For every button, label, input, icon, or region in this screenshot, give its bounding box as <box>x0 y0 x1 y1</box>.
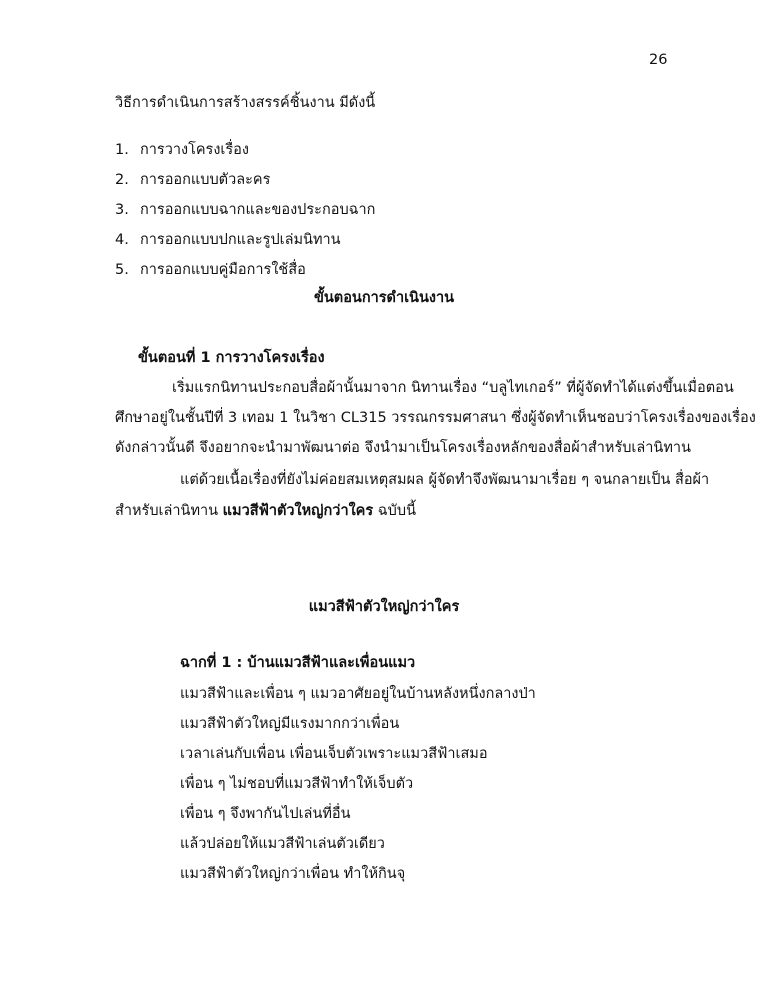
scene-1-line-4: เพื่อน ๆ ไม่ชอบที่แมวสีฟ้าทำให้เจ็บตัว <box>180 776 414 792</box>
step-number: 1. <box>115 142 129 158</box>
step-item-5 <box>115 260 306 280</box>
scene-1-line-6: แล้วปล่อยให้แมวสีฟ้าเล่นตัวเดียว <box>180 836 385 852</box>
step-item-4 <box>115 230 341 250</box>
page-number: 26 <box>649 52 668 68</box>
step-label: การออกแบบปกและรูปเล่มนิทาน <box>140 232 341 248</box>
scene-1-heading: ฉากที่ 1 : บ้านแมวสีฟ้าและเพื่อนแมว <box>180 655 416 671</box>
paragraph-2-line-2 <box>115 501 416 521</box>
scene-1-line-5: เพื่อน ๆ จึงพากันไปเล่นที่อื่น <box>180 806 351 822</box>
paragraph-1-line-1: เริ่มแรกนิทานประกอบสื่อผ้านั้นมาจาก นิทานเรื่อง “บลูไทเกอร์” ที่ผู้จัดทำได้แต่งขึ้นเมื่อตอน <box>172 380 734 396</box>
step-label: การออกแบบตัวละคร <box>140 172 271 188</box>
story-title: แมวสีฟ้าตัวใหญ่กว่าใคร <box>308 599 460 615</box>
scene-1-line-2: แมวสีฟ้าตัวใหญ่มีแรงมากกว่าเพื่อน <box>180 716 400 732</box>
step-label: การออกแบบคู่มือการใช้สื่อ <box>140 262 306 278</box>
step-label: การวางโครงเรื่อง <box>140 142 249 158</box>
step-label: การออกแบบฉากและของประกอบฉาก <box>140 202 376 218</box>
story-title-inline: แมวสีฟ้าตัวใหญ่กว่าใคร <box>222 503 374 519</box>
paragraph-1-line-3: ดังกล่าวนั้นดี จึงอยากจะนำมาพัฒนาต่อ จึงนำมาเป็นโครงเรื่องหลักของสื่อผ้าสำหรับเล่านิทาน <box>115 440 691 456</box>
step-number: 4. <box>115 232 129 248</box>
scene-1-line-7: แมวสีฟ้าตัวใหญ่กว่าเพื่อน ทำให้กินจุ <box>180 866 406 882</box>
paragraph-text: ฉบับนี้ <box>373 503 416 519</box>
paragraph-1-line-2: ศึกษาอยู่ในชั้นปีที่ 3 เทอม 1 ในวิชา CL315 วรรณกรรมศาสนา ซึ่งผู้จัดทำเห็นชอบว่าโครงเรื่องของเรื่อง <box>115 410 756 426</box>
step-number: 2. <box>115 172 129 188</box>
scene-1-line-3: เวลาเล่นกับเพื่อน เพื่อนเจ็บตัวเพราะแมวสีฟ้าเสมอ <box>180 746 488 762</box>
scene-1-line-1: แมวสีฟ้าและเพื่อน ๆ แมวอาศัยอยู่ในบ้านหลังหนึ่งกลางป่า <box>180 686 536 702</box>
paragraph-text: สำหรับเล่านิทาน <box>115 503 223 519</box>
step-number: 5. <box>115 262 129 278</box>
paragraph-2-line-1: แต่ด้วยเนื้อเรื่องที่ยังไม่ค่อยสมเหตุสมผล ผู้จัดทำจึงพัฒนามาเรื่อย ๆ จนกลายเป็น สื่อผ้า <box>180 472 710 488</box>
step-item-3 <box>115 200 375 220</box>
step-item-2 <box>115 170 270 190</box>
step-number: 3. <box>115 202 129 218</box>
process-heading: ขั้นตอนการดำเนินงาน <box>313 290 455 306</box>
step1-heading: ขั้นตอนที่ 1 การวางโครงเรื่อง <box>138 350 325 366</box>
intro-line: วิธีการดำเนินการสร้างสรรค์ชิ้นงาน มีดังนี้ <box>115 95 376 111</box>
step-item-1 <box>115 140 249 160</box>
